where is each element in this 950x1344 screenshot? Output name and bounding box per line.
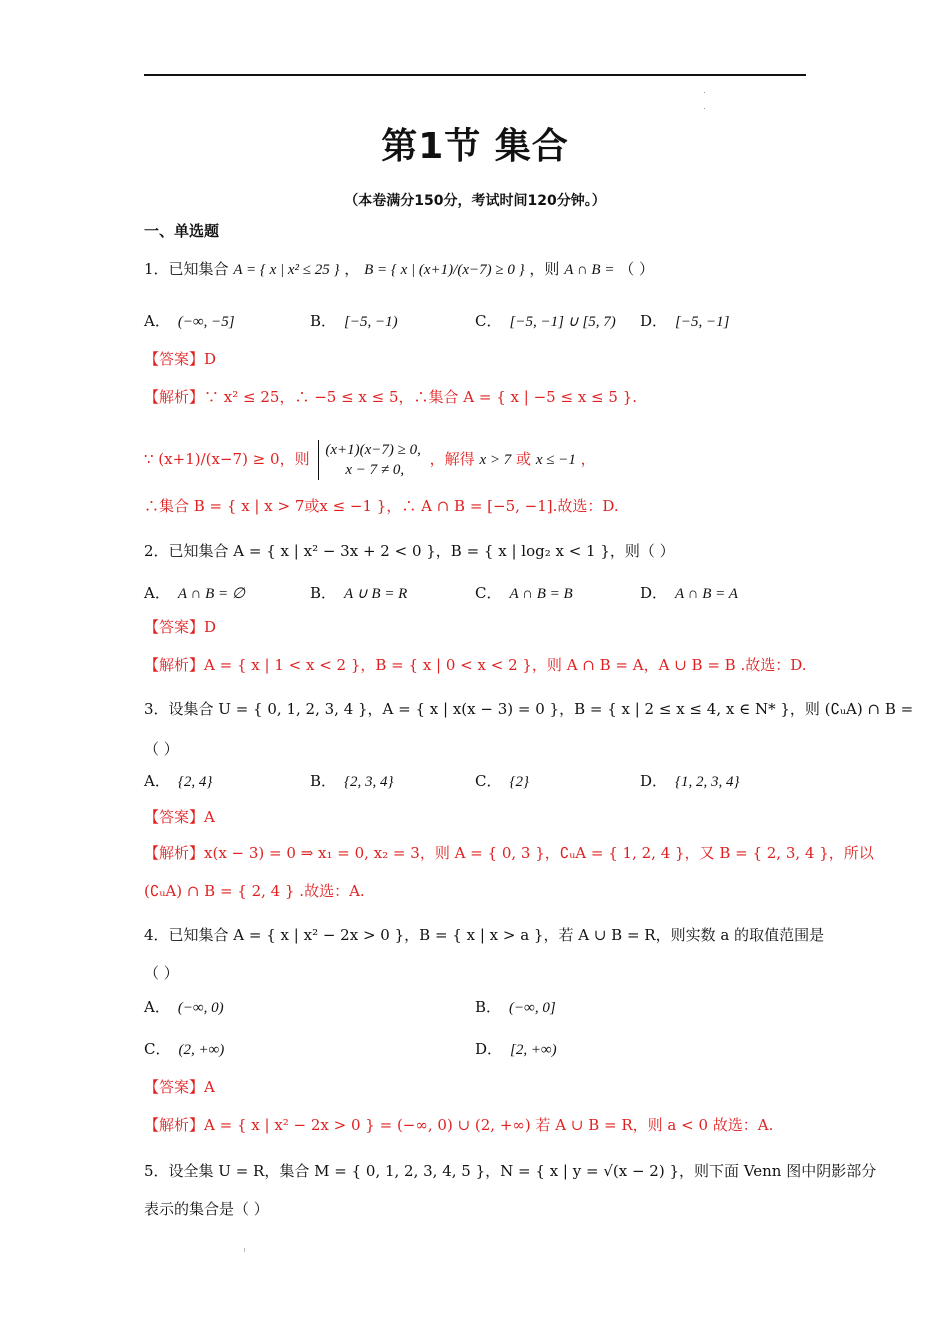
- q2-option-b: B． A ∪ B = R: [310, 584, 408, 602]
- page-subtitle: （本卷满分150分，考试时间120分钟。）: [344, 193, 606, 209]
- q3-option-d: D． {1, 2, 3, 4}: [640, 772, 740, 790]
- scan-mark: [244, 1248, 245, 1252]
- section-heading: 一、单选题: [144, 222, 220, 240]
- q1-option-b: B． [−5, −1): [310, 312, 398, 330]
- question-2-stem: 2．已知集合 A = { x | x² − 3x + 2 < 0 }，B = { x | log₂ x < 1 }，则（ ）: [144, 542, 675, 560]
- q1-option-d: D． [−5, −1]: [640, 312, 730, 330]
- q4-option-a: A． (−∞, 0): [144, 998, 224, 1016]
- scan-mark: [704, 108, 705, 109]
- q3-answer: 【答案】A: [144, 808, 215, 826]
- q4-option-d: D． [2, +∞): [475, 1040, 557, 1058]
- q4-answer: 【答案】A: [144, 1078, 215, 1096]
- question-5-stem: 5．设全集 U = R，集合 M = { 0, 1, 2, 3, 4, 5 }，N = { x | y = √(x − 2) }，则下面 Venn 图中阴影部分: [144, 1162, 877, 1180]
- q1-answer: 【答案】D: [144, 350, 217, 368]
- q2-option-a: A． A ∩ B = ∅: [144, 584, 245, 602]
- q1-analysis-1: 【解析】∵ x² ≤ 25，∴ −5 ≤ x ≤ 5，∴集合 A = { x | −5 ≤ x ≤ 5 }.: [144, 388, 638, 406]
- q2-analysis: 【解析】A = { x | 1 < x < 2 }，B = { x | 0 < x < 2 }，则 A ∩ B = A，A ∪ B = B .故选：D.: [144, 656, 807, 674]
- question-3-stem-cont: （ ）: [144, 740, 179, 758]
- equation-system: (x+1)(x−7) ≥ 0, x − 7 ≠ 0,: [318, 440, 421, 480]
- q3-option-b: B． {2, 3, 4}: [310, 772, 394, 790]
- question-5-stem-cont: 表示的集合是（ ）: [144, 1200, 269, 1218]
- q4-option-b: B． (−∞, 0]: [475, 998, 556, 1016]
- question-1-stem: 1．已知集合 A = { x | x² ≤ 25 } ， B = { x | (x+1)/(x−7) ≥ 0 } ，则 A ∩ B = （ ）: [144, 260, 655, 278]
- q1-option-a: A． (−∞, −5]: [144, 312, 235, 330]
- q3-analysis-2: (∁ᵤA) ∩ B = { 2, 4 } .故选：A.: [144, 882, 365, 900]
- q1-analysis-2: ∵ (x+1)/(x−7) ≥ 0，则 (x+1)(x−7) ≥ 0, x − 7 ≠ 0, ，解得 x > 7 或 x ≤ −1 ，: [144, 442, 596, 478]
- q3-option-a: A． {2, 4}: [144, 772, 213, 790]
- q1-option-c: C． [−5, −1] ∪ [5, 7): [475, 312, 616, 330]
- q3-analysis-1: 【解析】x(x − 3) = 0 ⇒ x₁ = 0, x₂ = 3，则 A = { 0, 3 }，∁ᵤA = { 1, 2, 4 }，又 B = { 2, 3, 4 }，所以: [144, 844, 874, 862]
- q4-option-c: C． (2, +∞): [144, 1040, 225, 1058]
- question-4-stem: 4．已知集合 A = { x | x² − 2x > 0 }，B = { x | x > a }，若 A ∪ B = R，则实数 a 的取值范围是: [144, 926, 825, 944]
- q4-analysis: 【解析】A = { x | x² − 2x > 0 } = (−∞, 0) ∪ (2, +∞) 若 A ∪ B = R，则 a < 0 故选：A.: [144, 1116, 774, 1134]
- scan-mark: [704, 92, 705, 93]
- header-rule: [144, 74, 806, 76]
- question-4-stem-cont: （ ）: [144, 964, 179, 982]
- q1-analysis-3: ∴集合 B = { x | x > 7或x ≤ −1 }，∴ A ∩ B = [−5, −1].故选：D.: [144, 497, 619, 515]
- q2-answer: 【答案】D: [144, 618, 217, 636]
- q2-option-c: C． A ∩ B = B: [475, 584, 573, 602]
- question-3-stem: 3．设集合 U = { 0, 1, 2, 3, 4 }，A = { x | x(x − 3) = 0 }，B = { x | 2 ≤ x ≤ 4, x ∈ N* }，则 (∁ᵤA) ∩ B =: [144, 700, 914, 718]
- page-title: 第1节 集合: [381, 126, 569, 167]
- q3-option-c: C． {2}: [475, 772, 529, 790]
- q2-option-d: D． A ∩ B = A: [640, 584, 738, 602]
